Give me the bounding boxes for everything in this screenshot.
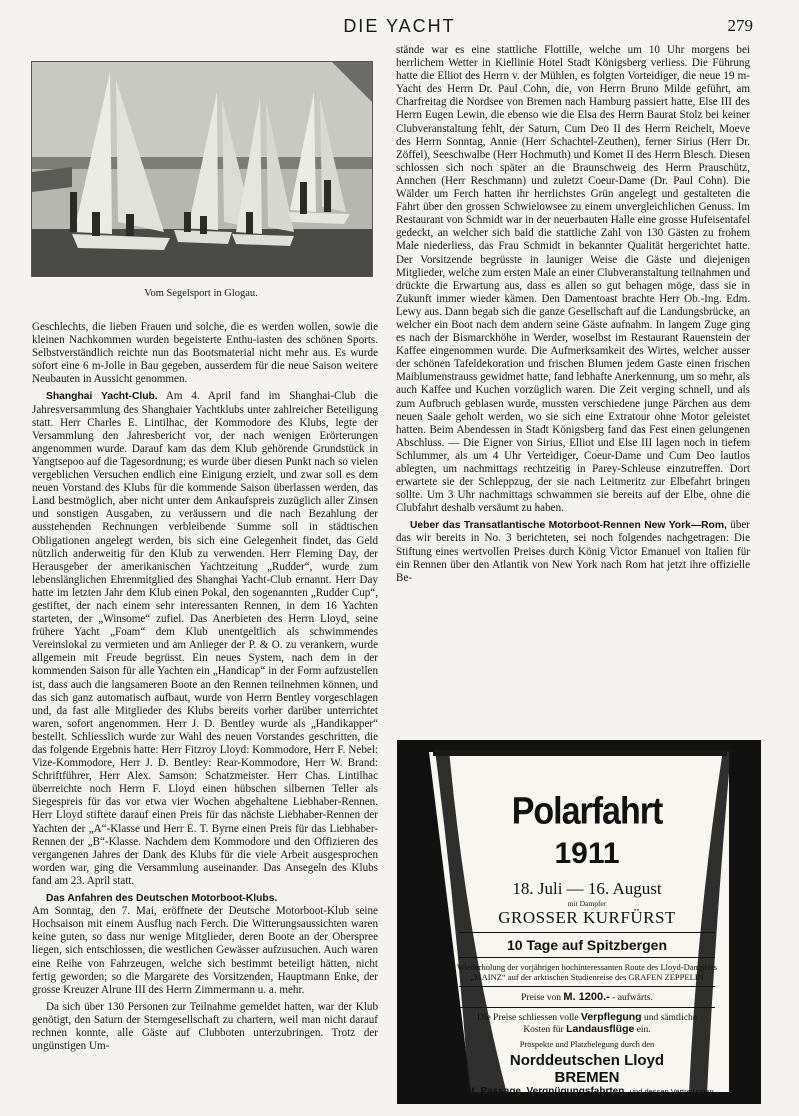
journal-title: DIE YACHT (343, 16, 456, 36)
sailing-boats-illustration (32, 62, 372, 276)
price-prefix: Preise von (521, 993, 561, 1003)
photo-caption: Vom Segelsport in Glogau. (144, 288, 258, 299)
ad-department (447, 1086, 727, 1098)
left-column (32, 321, 378, 1053)
ad-city: BREMEN (554, 1069, 620, 1086)
prices-note-c: und sämtliche Kosten für (523, 1013, 698, 1035)
ad-prospekte: Prospekte und Platzbelegung durch den (519, 1039, 655, 1049)
ad-divider (459, 932, 715, 933)
motorboot-article (32, 892, 378, 997)
page-number: 279 (727, 16, 753, 35)
motorboot-continuation: stände war es eine stattliche Flottille, welche um 10 Uhr morgens bei herrlichem Wetter in Kiellinie Hotel Stadt Königsberg verliess. Die Führung hatte die Elliot des Herrn v. der Mühlen, es folgten Vorteidiger, die neue 19 m-Yacht des Herrn Dr. Paul Cohn, die, von Herrn Bruno Milde geführt, am Charfreitag die Nordsee von Bremen nach Hamburg passiert hatte, Else III des Herrn Eugen Lewin, die ebenso wie die Elsa des Herrn Baurat Stolz bei keiner Clubveranstaltung fehlt, der Saturn, Cum Deo II des Herrn Reichelt, Moeve des Herrn Sonntag, Annie (Herr Schachtel-Zeuthen), ferner Sirius (Herr Dr. Zöffel), Seeschwalbe (Herr Hochmuth) und Komet II des Herrn Blesch. Diesen schlossen sich noch später an die Braunschweig des Herrn Prauschütz, Annchen (Herr Reschmann) und zuletzt Coeur-Dame (Dr. Paul Cohn). Die Wälder um Ferch hatten ihr herrlichstes Grün angelegt und gestalteten die Fahrt über den grossen Schwielowsee zu einem unvergleichlichen Genuss. Im Restaurant von Schmidt war in der neuerbauten Halle eine grosse Hufeisentafel gedeckt, an welcher sich bald die stattliche Zahl von 130 Gästen zu frohem Male niederliess, das Frau Schmidt in bekannter Qualität hergerichtet hatte. Der Vorsitzende begrüsste in launiger Weise die Gäste und diejenigen Mitglieder, welche zum ersten Male an einer Clubveranstaltung teilnahmen und drückte die Erwartung aus, dass es allen so gut behagen möge, dass sie in Zukunft immer wieder kämen. Den Damentoast brachte Herr Ob.-Ing. Edm. Lewy aus. Dann begab sich die ganze Gesellschaft auf die Landungsbrücke, an welcher ein Boot nach dem andern seine Gäste aufnahm. In langem Zuge ging es nach der Bismarckhöhe in Werder, woselbst im Restaurant Rauenstein der Kaffee eingenommen wurde. Die Aufmerksamkeit des Wirtes, welcher ausser der schönen Tafeldekoration und frischen Blumen jedem Gaste einen frischen Maiblumenstrauss gewidmet hatte, fand lebhafte Anerkennung, um so mehr, als auch Kaffee und Kuchen vorzüglich waren. Die Zeit verging schnell, und als zum Aufbruch geblasen wurde, mussten verschiedene junge Pärchen aus dem neuen Saale geholt werden, wo sie sich eine Extratour ohne Motor geleistet hatten. Beim Abendessen in Stadt Königsberg fand das Fest einen gelungenen Abschluss. — Die Eigner von Sirius, Elliot und Else III lagen noch in tiefem Schlummer, als um 4 Uhr Verteidiger, Coeur-Dame und Cum Deo lautlos ablegten, um nachmittags rechtzeitig in Parey-Schleuse einzutreffen. Dort erwartete sie der Schleppzug, der sie nach Leitmeritz zur Elbefahrt bringen sollte. Um 3 Uhr nachmittags schwammen sie bereits auf der Elbe, ohne die Clubfahrt deshalb versäumt zu haben. (396, 44, 750, 515)
transatlantic-heading: Ueber das Transatlantische Motorboot-Rennen New York—Rom, (410, 520, 727, 532)
price-suffix: aufwärts. (617, 993, 653, 1003)
ad-content (447, 752, 727, 1098)
running-header (0, 14, 799, 38)
ad-divider (459, 986, 715, 987)
ad-company: Norddeutschen Lloyd (509, 1052, 665, 1069)
article-continuation: Geschlechts, die lieben Frauen und solche, die es werden wollen, sowie die kleinen Nachkommen wurden begeisterte Enthu-iasten des schönen Sports. Selbstverständlich reichte nun das Bootsmaterial nicht mehr aus. Es wurde sofort eine 6 m-Jolle in Bau gegeben, ausserdem für die neue Saison weitere Neubauten in Aussicht genommen. (32, 321, 378, 386)
ad-dates: 18. Juli — 16. August (512, 879, 662, 898)
ad-tagline: 10 Tage auf Spitzbergen (507, 937, 667, 953)
prices-note-d: Landausflüge (566, 1023, 635, 1035)
ad-divider (459, 1007, 715, 1008)
shanghai-body: Am 4. April fand im Shanghai-Club die Jahresversammlung des Shanghaier Yachtklubs unter zahlreicher Beteiligung statt. Herr Charles E. Lintilhac, der Kommodore des Klubs, legte der Versammlung den Jahresbericht vor, der nach wenigen Erörterungen angenommen wurde. Darauf kam das dem Klub gehörende Grundstück in Yangtsepoo auf die Tagesordnung; es wurde über diesen Punkt nach so vielen vergeblichen Versuchen endlich eine Einigung erzielt, und zwar soll es dem neuen Vorstand des Klubs für die kommende Saison überlassen werden, das Land bestmöglich, aber nicht unter dem Ankaufspreis zuzüglich aller Zinsen und sonstigen Ausgaben, zu veräussern und die nach Bezahlung der ausstehenden Rechnungen verbleibende Summe soll in städtischen Obligationen angelegt werden, bis sich eine Gelegenheit findet, das Geld nützlich anderweitig für den Klub zu verwenden. Herr Fleming Day, der Herausgeber der amerikanischen Yachtzeitung „Rudder“, wurde zum lebenslänglichen Ehrenmitglied des Shanghai Yacht-Club ernannt. Herr Day hatte im letzten Jahr dem Klub einen Pokal, den sogenannten „Rudder Cup“, gestiftet, der nach einem sehr interessanten Rennen, in dem 16 Yachten starteten, der „Winsome“ zufiel. Das Anerbieten des Herrn Lloyd, seine frühere Yacht „Foam“ dem Klub unentgeltlich als schwimmendes Vereinslokal zu vermieten und am Anlieger der P. & O. zu verankern, wurde allgemein mit Freude begrüsst. Ein neues System, nach dem in der kommenden Saison für alle Yachten ein „Handicap“ in der Form aufzustellen ist, dass auch die langsameren Boote an den Rennen teilnehmen können, und das sich ganz automatisch aufbaut, wurde von Herrn Bentley vorgeschlagen und, da fast alle Mitglieder des Klubs bereits vorher darüber unterrichtet waren, sofort angenommen. Herr J. D. Bentley wurde als „Handikapper“ bestellt. Schliesslich wurde zur Wahl des neuen Vorstandes geschritten, die das folgende Ergebnis hatte: Herr Fitzroy Lloyd: Kommodore, Herr F. Nebel: Vize-Kommodore, Herr J. D. Bentley: Rear-Kommodore, Herr W. Brand: Schriftführer, Herr Alex. Samson: Schatzmeister. Herr Chas. Lintilhac überreichte noch Herrn F. Lloyd einen hübschen silbernen Teller als Siegespreis für das vor etwa vier Wochen abgehaltene Liebhaber-Rennen. Herr Lloyd stiftete darauf einen Preis für das nächste Liebhaber-Rennen der Yachten der „A“-Klasse und Herr E. T. Byrne einen Preis für das Liebhaber-Rennen der „B“-Klasse. Nachdem dem Kommodore und den Offizieren des vergangenen Jahres der Dank des Klubs für die viele Arbeit ausgesprochen worden war, ging die Versammlung auseinander. Das Ansegeln des Klubs fand am 23. April statt. (32, 390, 378, 887)
motorboot-body-2: Da sich über 130 Personen zur Teilnahme gemeldet hatten, war der Klub genötigt, den Saturn der Sterngesellschaft zu chartern, weil man nicht darauf rechnen konnte, alle Gäste auf Clubboten unterzubringen. Trotz der ungünstigen Um- (32, 1000, 378, 1053)
ad-price: Preise von M. 1200.- - aufwärts. (521, 991, 653, 1003)
ad-ship-name: GROSSER KURFÜRST (498, 908, 676, 927)
dept-text: Abt. Passage, Vergnügungsfahrten, (458, 1086, 628, 1097)
ad-route-note: Wiederholung der vorjährigen hochinteressanten Route des Lloyd-Dampfers „MAINZ“ auf der arktischen Studienreise des GRAFEN ZEPPELIN (456, 962, 718, 982)
ad-mit-dampfer: mit Dampfer (567, 899, 607, 908)
ad-title: Polarfahrt (511, 789, 663, 833)
polarfahrt-advertisement (397, 740, 761, 1104)
prices-note-e: ein. (636, 1025, 651, 1035)
prices-note-b: Verpflegung (580, 1011, 642, 1023)
ad-divider (459, 957, 715, 958)
ad-prices-note (467, 1012, 707, 1036)
motorboot-heading: Das Anfahren des Deutschen Motorboot-Klubs. (46, 893, 278, 905)
prices-note-a: Die Preise schliessen volle (476, 1013, 579, 1023)
motorboot-body-1: Am Sonntag, den 7. Mai, eröffnete der Deutsche Motorboot-Klub seine Hochsaison mit einem Ausflug nach Ferch. Die Witterungsaussichten waren keine guten, so dass nur wenige Mitglieder, deren Boote an der Oberspree liegen, sich entschlossen, die westlichen Gewässer aufzusuchen. Auch waren eine Reihe von Fahrzeugen, welche sich bestimmt beteiligt hätten, nicht fertig geworden; so die Margarete des Vorsitzenden, Hauptmann Enke, der grosse Kreuzer Alrune III des Herrn Zimmermann u. a. mehr. (32, 905, 378, 996)
transatlantic-article (396, 519, 750, 584)
shanghai-article (32, 390, 378, 888)
right-column (396, 44, 750, 585)
shanghai-heading: Shanghai Yacht-Club. (46, 391, 158, 403)
sailing-photo (31, 61, 373, 277)
price-amount: M. 1200.- (563, 991, 610, 1003)
dept-suffix: und dessen Vertretungen. (629, 1087, 716, 1096)
transatlantic-body: über das wir bereits in No. 3 berichteten, sei noch folgendes nachgetragen: Die Stiftung eines wertvollen Preises durch König Victor Emanuel von Italien für ein Rennen über den Atlantik von New York nach Rom hat jetzt ihre offizielle Be- (396, 519, 750, 584)
ad-year: 1911 (554, 837, 620, 870)
